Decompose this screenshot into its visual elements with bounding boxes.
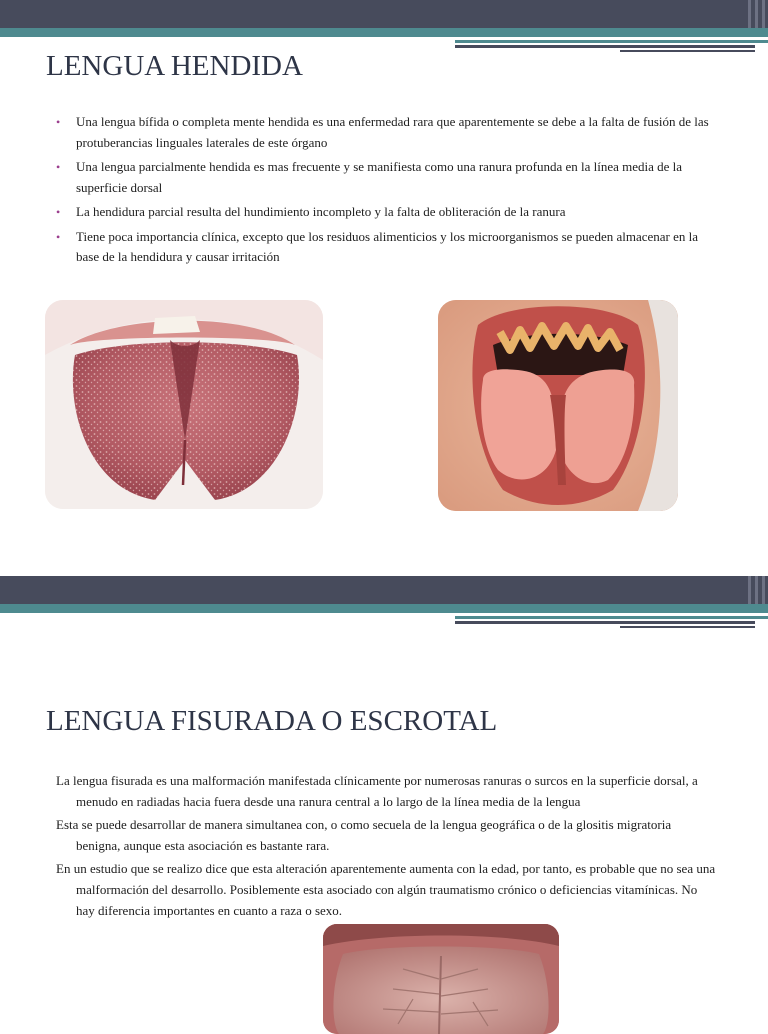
bullet-list — [54, 112, 719, 272]
header-accent-line — [455, 616, 768, 619]
paragraph: La lengua fisurada es una malformación manifestada clínicamente por numerosas ranuras o surcos en la superficie dorsal, a menudo en radiadas hacia fuera desde una ranura central a lo largo de la línea media de la lengua — [56, 773, 698, 809]
slide-title: LENGUA HENDIDA — [46, 50, 303, 82]
slide-title: LENGUA FISURADA O ESCROTAL — [46, 705, 498, 737]
paragraph: Esta se puede desarrollar de manera simultanea con, o como secuela de la lengua geográfica o de la glositis migratoria benigna, aunque esta asociación es bastante rara. — [56, 817, 672, 853]
header-accent-bar — [748, 576, 751, 604]
header-accent-bar — [755, 576, 758, 604]
header-teal-bar — [0, 604, 768, 613]
bullet-item — [54, 112, 719, 153]
header-dark-bar — [0, 0, 768, 28]
header-accent-bar — [762, 576, 765, 604]
bullet-text: La hendidura parcial resulta del hundimiento incompleto y la falta de obliteración de la ranura — [76, 204, 566, 219]
header-teal-bar — [0, 28, 768, 37]
paragraph-list — [56, 770, 716, 923]
header-accent-bar — [762, 0, 765, 28]
cleft-tongue-photo — [45, 300, 323, 509]
bullet-item — [54, 202, 719, 223]
header-dark-bar — [0, 576, 768, 604]
header-band — [0, 576, 768, 636]
header-accent-line — [620, 626, 755, 628]
slide-gap — [0, 566, 768, 576]
header-accent-line — [455, 45, 755, 48]
bifid-tongue-photo — [438, 300, 678, 511]
header-accent-bar — [755, 0, 758, 28]
header-accent-bar — [748, 0, 751, 28]
bullet-text: Tiene poca importancia clínica, excepto que los residuos alimenticios y los microorganismos se pueden almacenar en la base de la hendidura y causar irritación — [76, 228, 699, 264]
bullet-icon: • — [56, 160, 61, 174]
bullet-item — [54, 227, 719, 268]
bullet-text: Una lengua bífida o completa mente hendida es una enfermedad rara que aparentemente se debe a la falta de fusión de las protuberancias linguales laterales de este órgano — [76, 114, 709, 150]
bullet-item — [54, 157, 719, 198]
header-accent-line — [455, 40, 768, 43]
bullet-icon: • — [56, 115, 61, 129]
fissured-tongue-photo — [323, 924, 559, 1034]
header-accent-line — [620, 50, 755, 52]
bullet-text: Una lengua parcialmente hendida es mas frecuente y se manifiesta como una ranura profunda en la línea media de la superficie dorsal — [76, 159, 683, 195]
header-accent-line — [455, 621, 755, 624]
paragraph: En un estudio que se realizo dice que esta alteración aparentemente aumenta con la edad, por tanto, es probable que no sea una malformación del desarrollo. Posiblemente esta asociado con algún traumatismo crónico o deficiencias vitamínicas. No hay diferencia importantes en cuanto a raza o sexo. — [56, 861, 716, 918]
bullet-icon: • — [56, 205, 61, 219]
bullet-icon: • — [56, 229, 61, 244]
